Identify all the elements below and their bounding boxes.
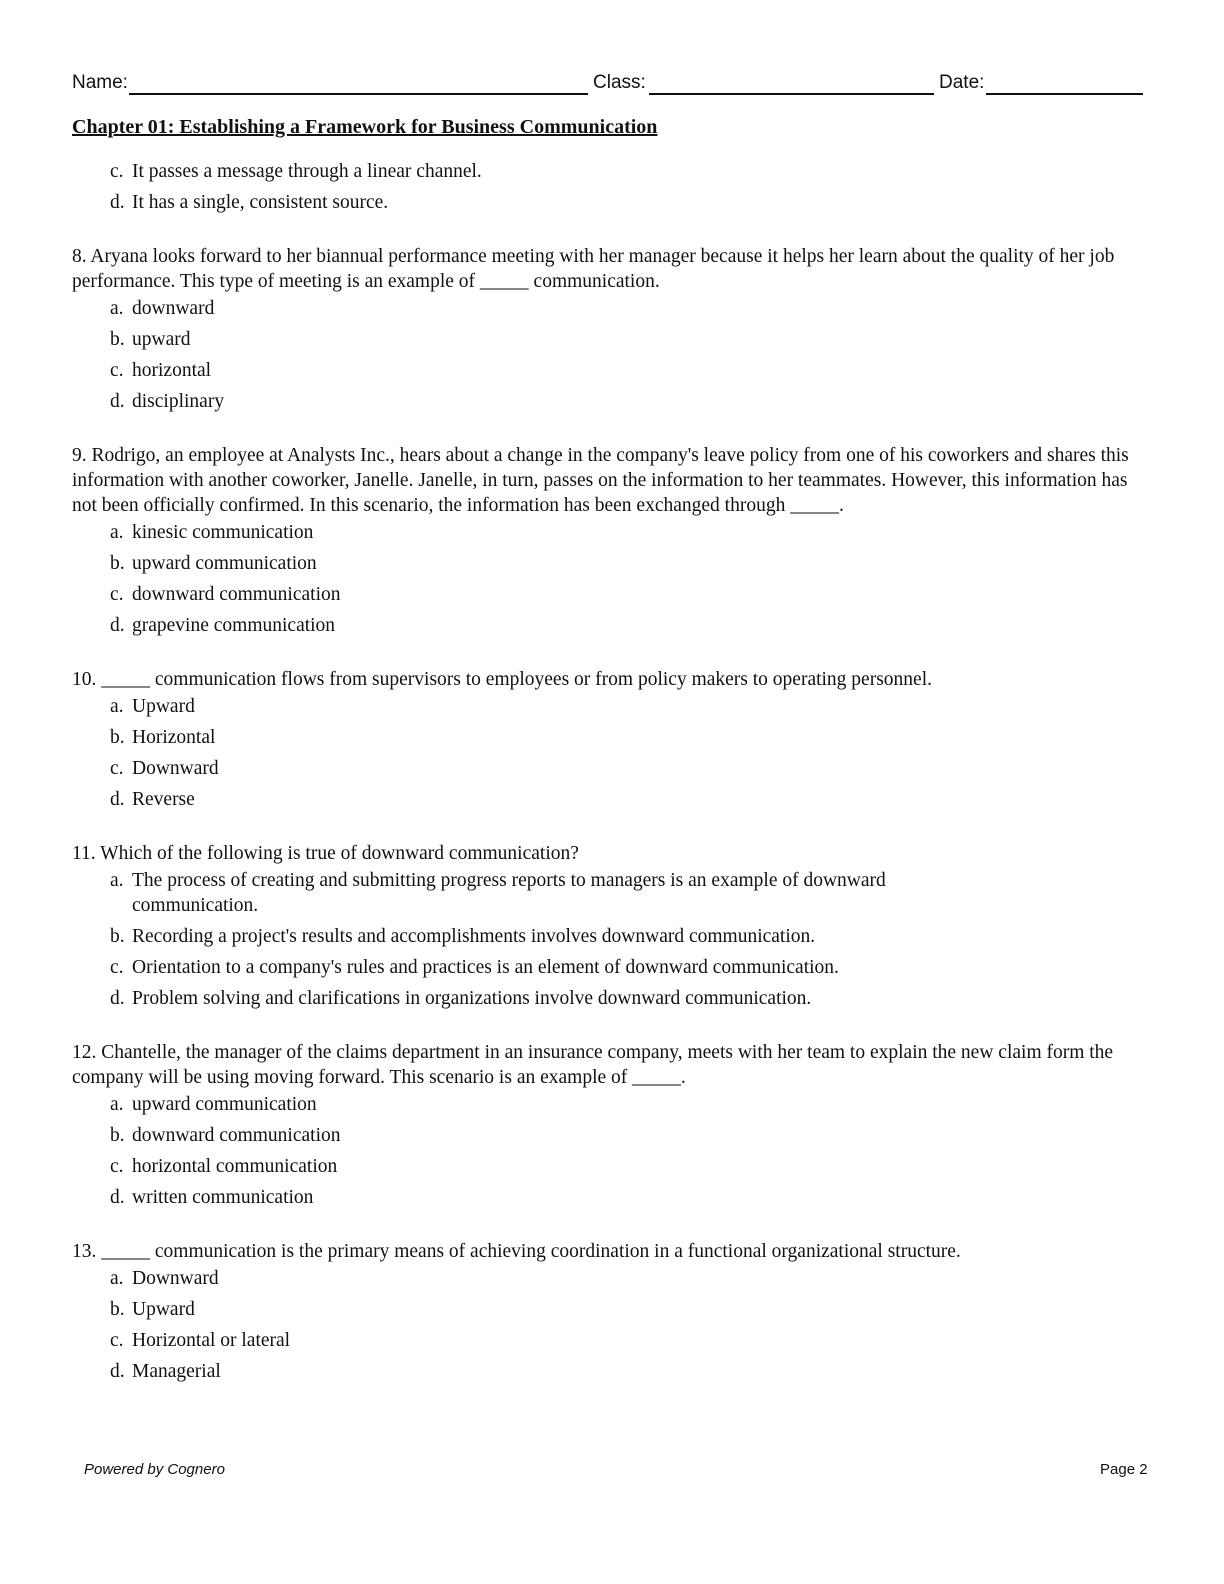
question-8 [72,244,1144,414]
option-text: upward communication [132,553,317,574]
question-stem: 12. Chantelle, the manager of the claims department in an insurance company, meets with her team to explain the new claim form the company will be using moving forward. This scenario is an example of _____. [72,1042,1114,1088]
option-letter: a. [110,1094,124,1115]
option-text: Horizontal or lateral [132,1330,291,1351]
option-letter: b. [110,926,125,947]
page-number: Page 2 [1100,1461,1148,1478]
answer-option [110,551,1144,576]
answer-option [110,1154,1144,1179]
question-13 [72,1239,1144,1384]
option-text: Upward [132,696,195,717]
option-letter: b. [110,1299,125,1320]
option-text: disciplinary [132,391,225,412]
question-list [72,159,1144,1390]
option-text: upward [132,329,191,350]
name-field[interactable] [129,93,588,95]
question-10 [72,667,1144,812]
date-label: Date: [939,72,985,93]
option-text: downward communication [132,584,341,605]
question-12 [72,1040,1144,1210]
answer-option [110,1092,1144,1117]
chapter-title: Chapter 01: Establishing a Framework for Business Communication [72,116,658,138]
answer-option [110,986,1144,1011]
option-letter: d. [110,988,125,1009]
option-letter: d. [110,1187,125,1208]
option-text: written communication [132,1187,314,1208]
option-letter: d. [110,391,125,412]
name-label: Name: [72,72,128,93]
option-letter: a. [110,298,124,319]
answer-option [110,756,1144,781]
option-letter: c. [110,758,124,779]
option-text: Horizontal [132,727,216,748]
date-field[interactable] [986,93,1143,95]
option-letter: a. [110,522,124,543]
question-stem: 9. Rodrigo, an employee at Analysts Inc., hears about a change in the company's leave policy from one of his coworkers and shares this information with another coworker, Janelle. Janelle, in turn, passes on the information to her teammates. However, this information has not been officially confirmed. In this scenario, the information has been exchanged through _____. [72,445,1129,516]
answer-option [110,327,1144,352]
answer-option [110,613,1144,638]
option-text: Orientation to a company's rules and practices is an element of downward communication. [132,957,839,978]
option-letter: d. [110,192,125,213]
option-text: The process of creating and submitting progress reports to managers is an example of downward communication. [132,870,886,916]
question-stem: 10. _____ communication flows from supervisors to employees or from policy makers to operating personnel. [72,669,932,690]
option-letter: c. [110,1330,124,1351]
option-text: Managerial [132,1361,221,1382]
option-letter: a. [110,870,124,891]
answer-option [110,1328,1144,1353]
answer-option [110,582,1144,607]
powered-by-label: Powered by Cognero [84,1461,225,1478]
answer-option [110,190,1144,215]
answer-option [110,1185,1144,1210]
option-text: kinesic communication [132,522,314,543]
question-11 [72,841,1144,1011]
header-fields [72,72,1143,98]
option-text: horizontal [132,360,212,381]
question-9 [72,443,1144,638]
answer-option [110,868,1144,918]
answer-option [110,787,1144,812]
option-letter: c. [110,957,124,978]
option-letter: a. [110,1268,124,1289]
answer-option [110,924,1144,949]
answer-option [110,694,1144,719]
option-text: It passes a message through a linear channel. [132,161,482,182]
answer-option [110,389,1144,414]
answer-option [110,358,1144,383]
class-label: Class: [593,72,646,93]
answer-option [110,159,1144,184]
class-field[interactable] [649,93,934,95]
option-text: Upward [132,1299,195,1320]
option-letter: d. [110,615,125,636]
option-text: Downward [132,758,219,779]
option-letter: c. [110,161,124,182]
option-letter: b. [110,553,125,574]
option-text: Reverse [132,789,195,810]
option-text: downward [132,298,215,319]
answer-option [110,296,1144,321]
option-letter: b. [110,727,125,748]
option-letter: d. [110,1361,125,1382]
option-letter: d. [110,789,125,810]
answer-option [110,955,1144,980]
option-letter: c. [110,1156,124,1177]
option-text: Recording a project's results and accomplishments involves downward communication. [132,926,816,947]
option-text: horizontal communication [132,1156,338,1177]
option-letter: c. [110,584,124,605]
option-text: It has a single, consistent source. [132,192,389,213]
option-letter: b. [110,329,125,350]
option-text: downward communication [132,1125,341,1146]
option-text: upward communication [132,1094,317,1115]
option-letter: c. [110,360,124,381]
option-letter: b. [110,1125,125,1146]
question-stem: 11. Which of the following is true of downward communication? [72,843,579,864]
answer-option [110,1359,1144,1384]
answer-option [110,1266,1144,1291]
option-text: Downward [132,1268,219,1289]
answer-option [110,1297,1144,1322]
option-text: grapevine communication [132,615,336,636]
answer-option [110,1123,1144,1148]
option-text: Problem solving and clarifications in organizations involve downward communication. [132,988,812,1009]
answer-option [110,725,1144,750]
question-stem: 13. _____ communication is the primary means of achieving coordination in a functional organizational structure. [72,1241,961,1262]
question-stem: 8. Aryana looks forward to her biannual performance meeting with her manager because it helps her learn about the quality of her job performance. This type of meeting is an example of _____ communication. [72,246,1115,292]
answer-option [110,520,1144,545]
option-letter: a. [110,696,124,717]
